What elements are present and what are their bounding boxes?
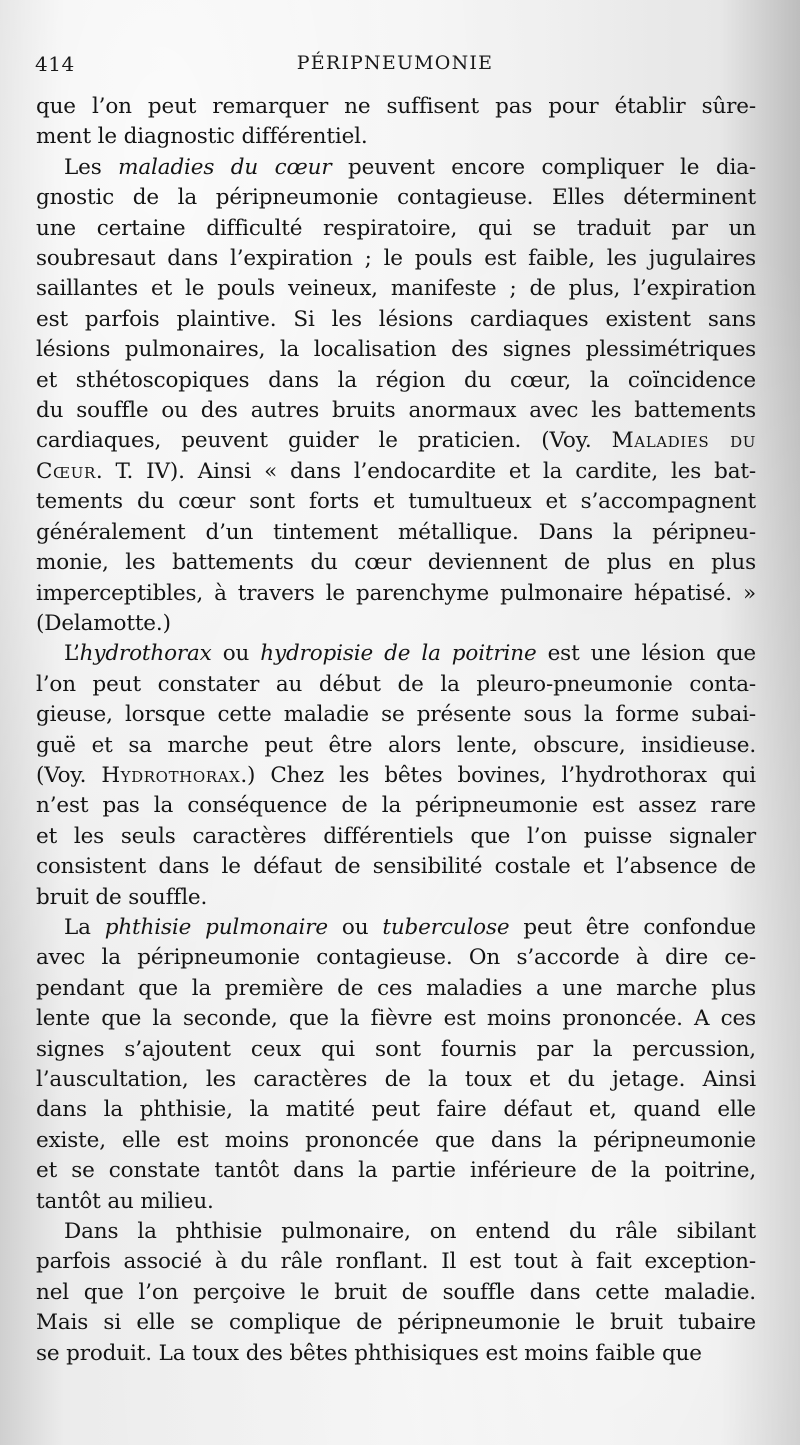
- text-line: et se constate tantôt dans la partie inférieure de la poitrine,: [36, 1158, 756, 1184]
- text-line: gnostic de la péripneumonie contagieuse. Elles déterminent: [36, 185, 756, 211]
- paragraph: [36, 913, 756, 1217]
- text-line: nel que l’on perçoive le bruit de souffle dans cette maladie.: [36, 1279, 756, 1305]
- text-line: imperceptibles, à travers le parenchyme pulmonaire hépatisé. »: [36, 580, 756, 606]
- text-line: est parfois plaintive. Si les lésions cardiaques existent sans: [36, 306, 756, 332]
- text-line: Les maladies du cœur peuvent encore compliquer le dia-: [64, 154, 756, 180]
- text-line: et sthétoscopiques dans la région du cœur, la coïncidence: [36, 367, 756, 393]
- text-line: consistent dans le défaut de sensibilité costale et l’absence de: [36, 854, 756, 880]
- text-line: existe, elle est moins prononcée que dans la péripneumonie: [36, 1127, 756, 1153]
- text-line: l’on peut constater au début de la pleuro-pneumonie conta-: [36, 671, 756, 697]
- text-line: La phthisie pulmonaire ou tuberculose peut être confondue: [64, 914, 756, 940]
- text-line: bruit de souffle.: [36, 884, 208, 910]
- text-line: signes s’ajoutent ceux qui sont fournis par la percussion,: [36, 1036, 756, 1062]
- text-line: avec la péripneumonie contagieuse. On s’accorde à dire ce-: [36, 945, 756, 971]
- text-line: parfois associé à du râle ronflant. Il est tout à fait exception-: [36, 1249, 756, 1275]
- text-line: tantôt au milieu.: [36, 1188, 214, 1214]
- paragraph: [36, 92, 756, 153]
- text-line: dans la phthisie, la matité peut faire défaut et, quand elle: [36, 1097, 756, 1123]
- text-line: Mais si elle se complique de péripneumonie le bruit tubaire: [36, 1310, 756, 1336]
- text-line: gieuse, lorsque cette maladie se présente sous la forme subai-: [36, 702, 756, 728]
- text-line: (Delamotte.): [36, 610, 171, 636]
- text-line: cardiaques, peuvent guider le praticien. (Voy. Maladies du: [36, 428, 757, 454]
- italic-text: tuberculose: [382, 914, 510, 940]
- small-caps-text: Hydrothorax: [101, 762, 241, 788]
- text-line: monie, les battements du cœur deviennent de plus en plus: [36, 550, 756, 576]
- small-caps-text: Maladies du: [611, 428, 757, 454]
- text-line: lésions pulmonaires, la localisation des signes plessimétriques: [36, 337, 756, 363]
- text-line: Dans la phthisie pulmonaire, on entend du râle sibilant: [64, 1219, 756, 1245]
- text-line: ment le diagnostic différentiel.: [36, 124, 368, 150]
- italic-text: phthisie pulmonaire: [104, 914, 328, 940]
- text-line: L’hydrothorax ou hydropisie de la poitrine est une lésion que: [64, 641, 756, 667]
- paragraph: [36, 1217, 756, 1369]
- text-line: lente que la seconde, que la fièvre est moins prononcée. A ces: [36, 1006, 756, 1032]
- body-text: [36, 92, 756, 1369]
- text-line: l’auscultation, les caractères de la toux et du jetage. Ainsi: [36, 1067, 756, 1092]
- text-line: saillantes et le pouls veineux, manifeste ; de plus, l’expiration: [36, 276, 756, 302]
- text-line: que l’on peut remarquer ne suffisent pas pour établir sûre-: [36, 94, 756, 119]
- running-title: PÉRIPNEUMONIE: [296, 52, 494, 74]
- text-line: (Voy. Hydrothorax.) Chez les bêtes bovines, l’hydrothorax qui: [36, 762, 756, 788]
- italic-text: hydropisie de la poitrine: [260, 641, 537, 667]
- small-caps-text: Cœur: [36, 458, 96, 484]
- text-line: Cœur. T. IV). Ainsi « dans l’endocardite et la cardite, les bat-: [36, 458, 756, 484]
- text-line: se produit. La toux des bêtes phthisiques est moins faible que: [36, 1340, 702, 1366]
- text-line: n’est pas la conséquence de la péripneumonie est assez rare: [36, 793, 756, 819]
- page-header: [35, 52, 755, 82]
- italic-text: hydrothorax: [79, 641, 212, 667]
- text-line: guë et sa marche peut être alors lente, obscure, insidieuse.: [36, 732, 756, 758]
- text-line: du souffle ou des autres bruits anormaux avec les battements: [36, 398, 756, 424]
- page-number: 414: [35, 52, 75, 76]
- text-line: une certaine difficulté respiratoire, qui se traduit par un: [36, 215, 756, 241]
- text-line: tements du cœur sont forts et tumultueux et s’accompagnent: [36, 489, 756, 515]
- text-line: généralement d’un tintement métallique. Dans la péripneu-: [36, 519, 756, 545]
- text-line: pendant que la première de ces maladies a une marche plus: [36, 975, 756, 1001]
- paragraph: [36, 639, 756, 913]
- italic-text: maladies du cœur: [118, 154, 332, 180]
- paragraph: [36, 153, 756, 640]
- text-line: et les seuls caractères différentiels que l’on puisse signaler: [36, 823, 756, 849]
- text-line: soubresaut dans l’expiration ; le pouls est faible, les jugulaires: [36, 246, 756, 272]
